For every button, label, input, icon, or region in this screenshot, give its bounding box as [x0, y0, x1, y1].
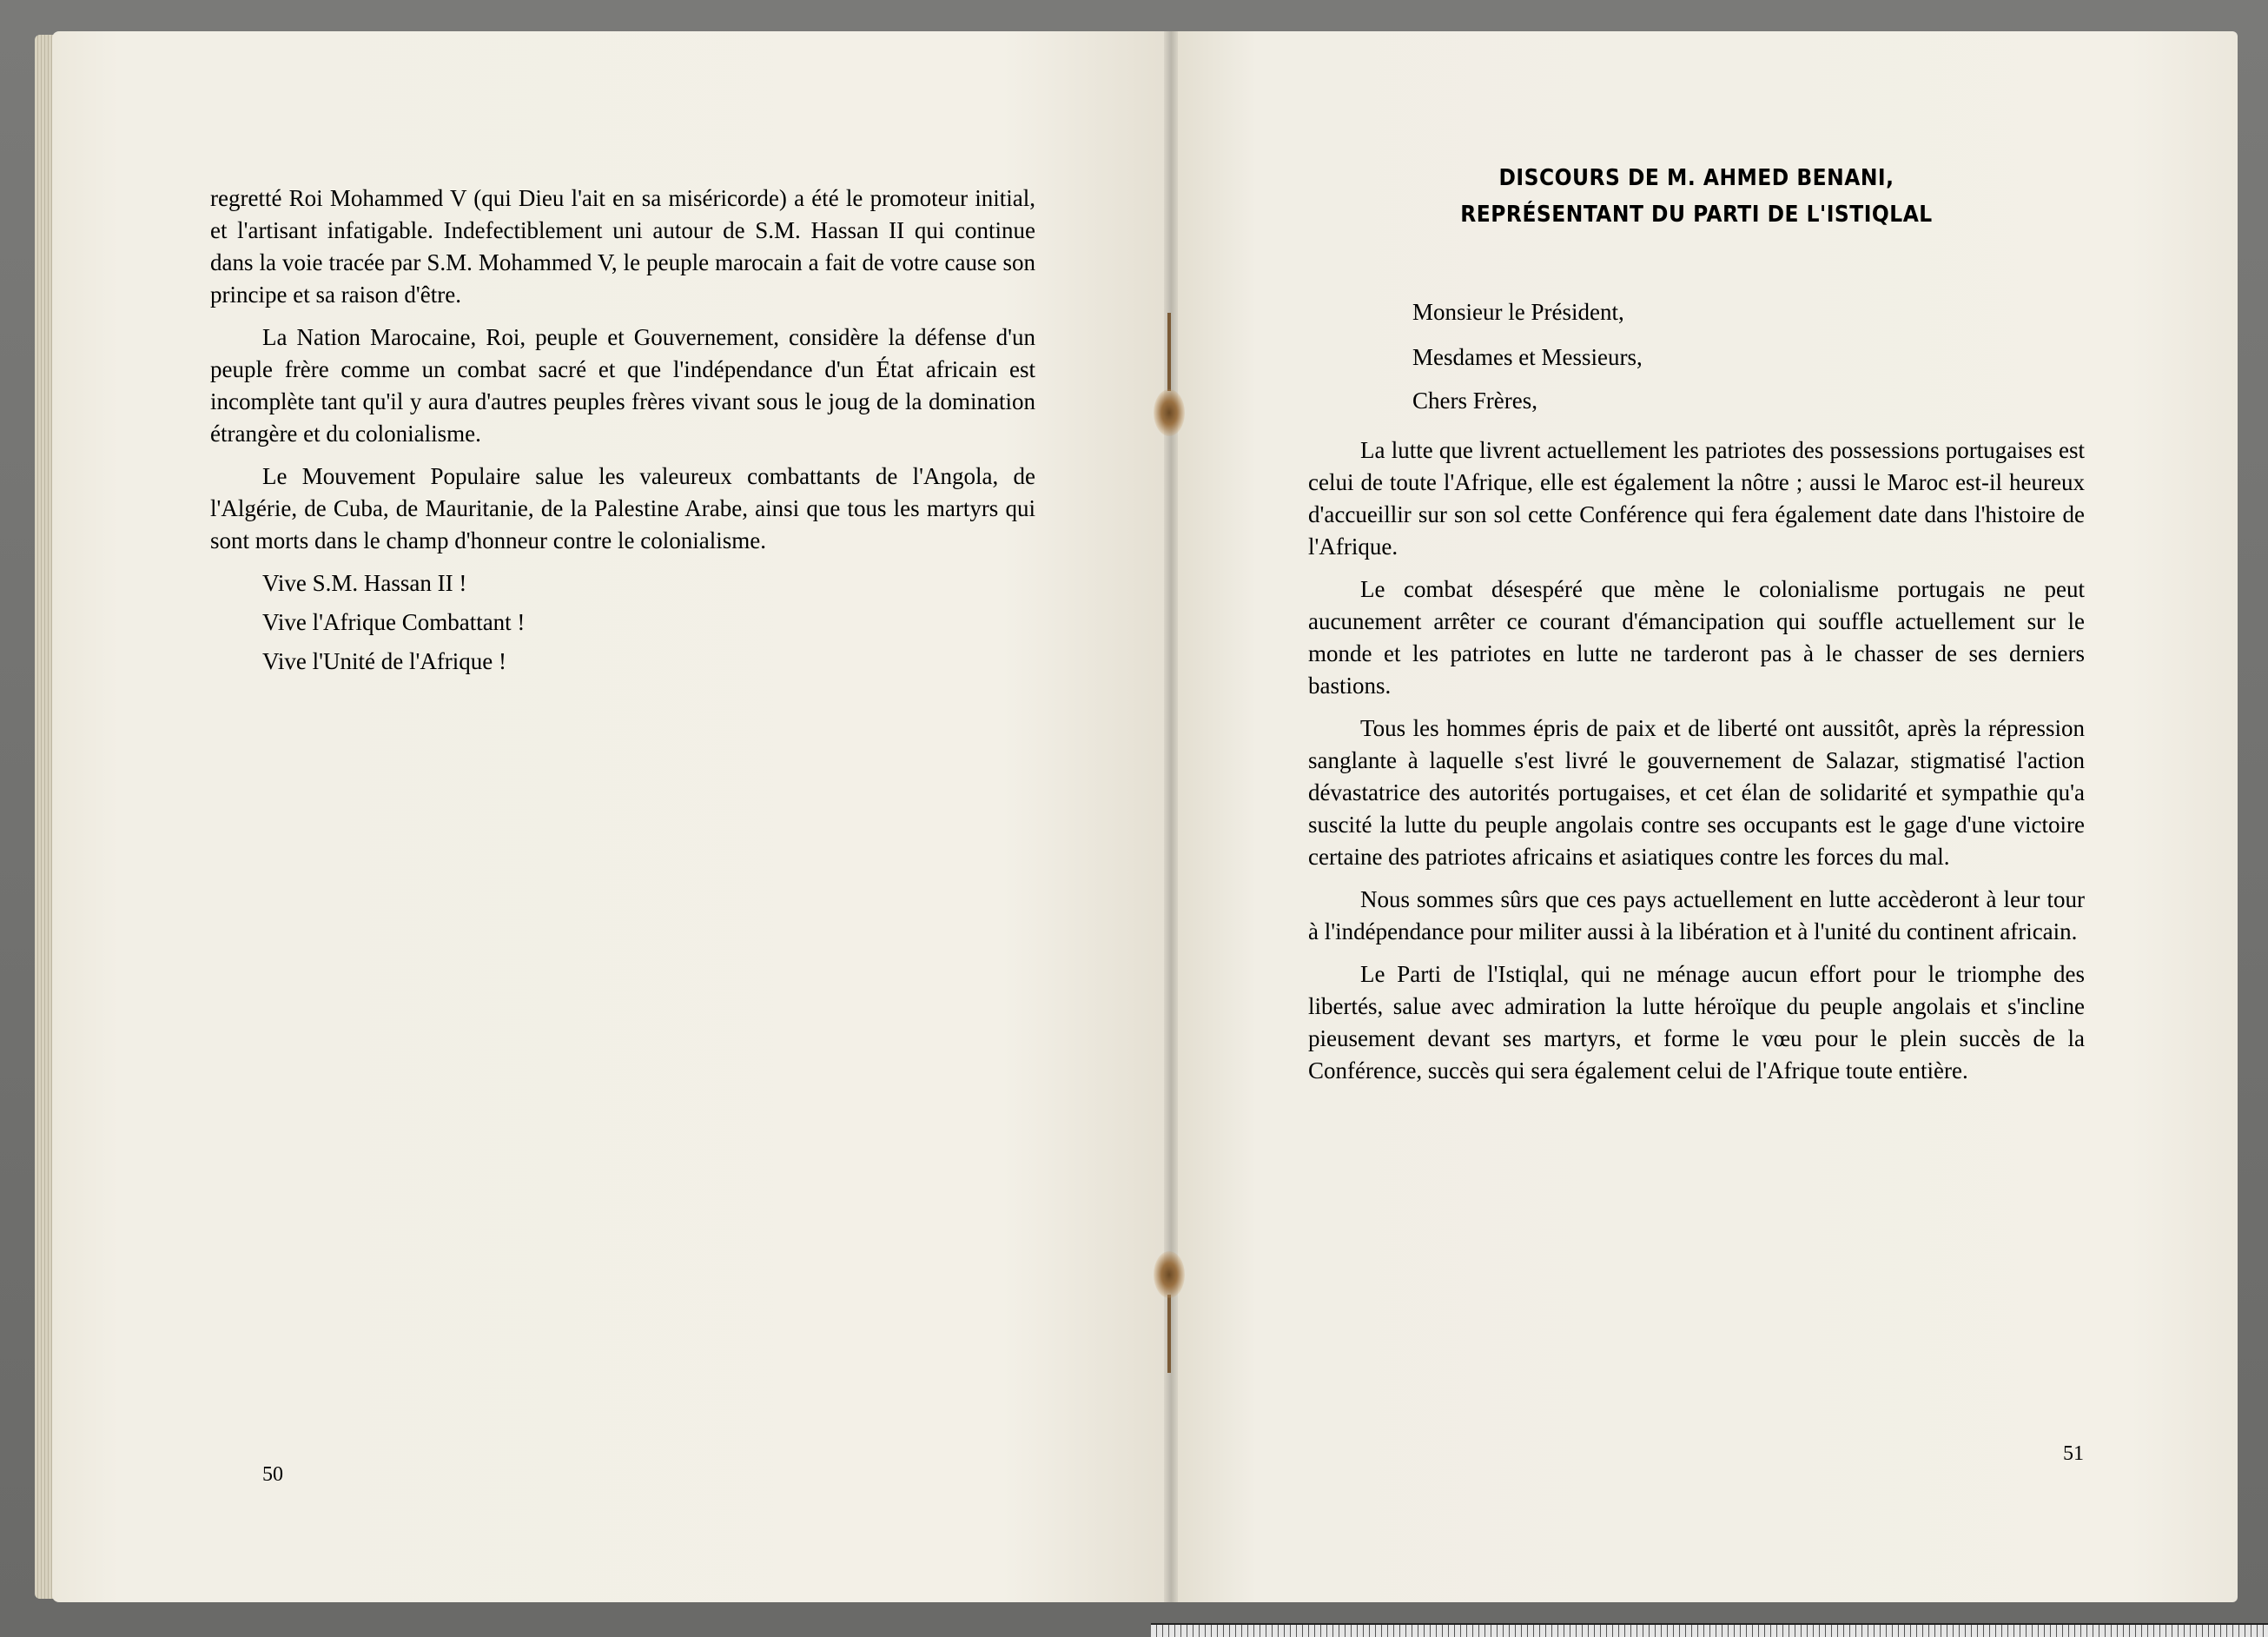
closing-line: Vive l'Afrique Combattant ! [262, 609, 526, 635]
right-page-body [1308, 434, 2085, 1097]
left-page-body [210, 182, 1035, 685]
paragraph: Le Mouvement Populaire salue les valeureux combattants de l'Angola, de l'Algérie, de Cuba, de Mauritanie, de la Palestine Arabe, ainsi que tous les martyrs qui sont morts dans le champ d'honneur contre le colonialisme. [210, 463, 1035, 553]
speech-subheading: REPRÉSENTANT DU PARTI DE L'ISTIQLAL [1460, 202, 1933, 228]
page-number: 50 [262, 1463, 283, 1486]
closing-line: Vive l'Unité de l'Afrique ! [262, 648, 507, 674]
paragraph: La Nation Marocaine, Roi, peuple et Gouvernement, considère la défense d'un peuple frère comme un combat sacré et que l'indépendance d'un État africain est incomplète tant qu'il y aura d'autres peuples frères vivant sous le joug de la domination étrangère et du colonialisme. [210, 324, 1035, 447]
closing-line: Vive S.M. Hassan II ! [262, 570, 467, 596]
rust-staple-mark [1154, 389, 1185, 436]
speech-heading: DISCOURS DE M. AHMED BENANI, [1498, 165, 1894, 191]
paragraph: La lutte que livrent actuellement les patriotes des possessions portugaises est celui de toute l'Afrique, elle est également la nôtre ; aussi le Maroc est-il heureux d'accueillir sur son sol cette Conférence qui fera également date dans l'histoire de l'Afrique. [1308, 437, 2085, 560]
binding-thread [1167, 1295, 1171, 1373]
binding-thread [1167, 313, 1171, 391]
book-gutter [1164, 31, 1178, 1602]
salutation: Mesdames et Messieurs, [1412, 344, 1643, 370]
paragraph: regretté Roi Mohammed V (qui Dieu l'ait en sa miséricorde) a été le promoteur initial, et l'artisant infatigable. Indefectiblement uni autour de S.M. Hassan II qui continue dans la voie tracée par S.M. Mohammed V, le peuple marocain a fait de votre cause son principe et sa raison d'être. [210, 185, 1035, 308]
page-number: 51 [2063, 1442, 2084, 1465]
paragraph: Le Parti de l'Istiqlal, qui ne ménage aucun effort pour le triomphe des libertés, salue avec admiration la lutte héroïque du peuple angolais et s'incline pieusement devant ses martyrs, et forme le vœu pour le plein succès de la Conférence, succès qui sera également celui de l'Afrique toute entière. [1308, 961, 2085, 1084]
salutation: Monsieur le Président, [1412, 299, 1624, 325]
rust-staple-mark [1154, 1251, 1185, 1298]
paragraph: Le combat désespéré que mène le colonialisme portugais ne peut aucunement arrêter ce courant d'émancipation qui souffle actuellement sur le monde et les patriotes en lutte ne tarderont pas à le chasser de ses derniers bastions. [1308, 576, 2085, 699]
paragraph: Tous les hommes épris de paix et de liberté ont aussitôt, après la répression sanglante à laquelle s'est livré le gouvernement de Salazar, stigmatisé l'action dévastatrice des autorités portugaises, et cet élan de solidarité et sympathie qu'a suscité la lutte du peuple angolais contre ses occupants est le gage d'une victoire certaine des patriotes africains et asiatiques contre les forces du mal. [1308, 715, 2085, 870]
scale-ruler [1151, 1623, 2268, 1637]
salutation: Chers Frères, [1412, 388, 1537, 414]
paragraph: Nous sommes sûrs que ces pays actuellement en lutte accèderont à leur tour à l'indépendance pour militer aussi à la libération et à l'unité du continent africain. [1308, 886, 2085, 944]
